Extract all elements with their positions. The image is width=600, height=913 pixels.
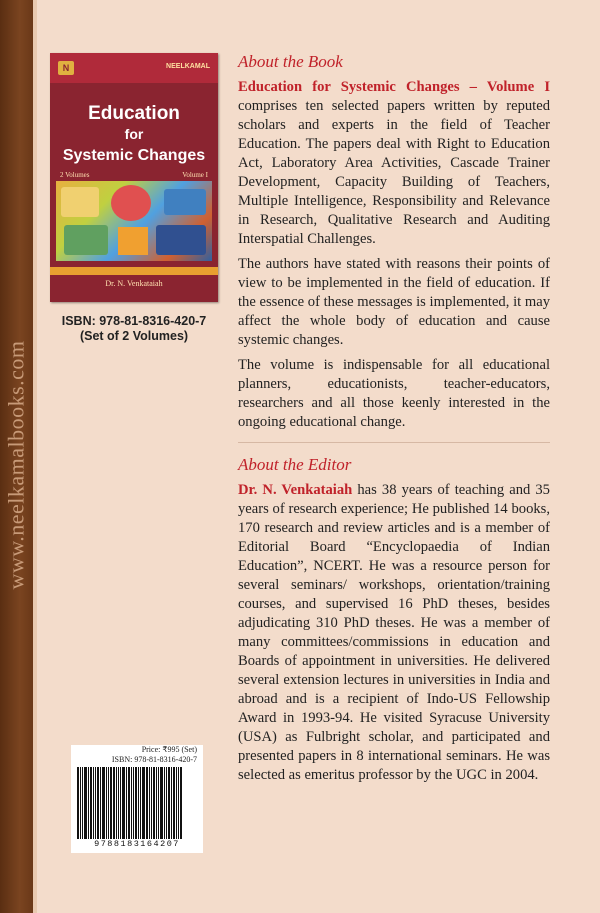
about-editor-bio (238, 481, 550, 785)
about-editor-bio-text: has 38 years of teaching and 35 years of research experience; He published 14 books, 170 research and review articles and is a member of Editorial Board “Encyclopaedia of Indian Education”, NCERT. He was a resource person for several seminars/ workshops, orientation/training courses, and supervised 16 PhD theses, besides adjudicating 310 PhD theses. He was a member of many committees/commissions in education and Boards of appointment in universities. He delivered several extension lectures in universities in India and abroad and is a recipient of Indo-US Fellowship Award in 1993-94. He visited Syracuse University (USA) as Fulbright scholar, and participated and presented papers in 8 international seminars. He was selected as emeritus professor by the UGC in 2004. (238, 482, 550, 783)
about-book-heading: About the Book (238, 52, 343, 71)
cover-volume-row (60, 171, 208, 179)
book-title: Education for Systemic Changes – Volume I (238, 79, 550, 95)
cover-title-line2: for (124, 126, 144, 142)
cover-strip (50, 267, 218, 275)
publisher-logo-icon: N (58, 61, 74, 75)
cover-thumbnail (50, 53, 218, 302)
editor-name: Dr. N. Venkataiah (238, 482, 353, 498)
back-cover-text (238, 52, 550, 791)
about-book-para1-text: comprises ten selected papers written by reputed scholars and experts in the field of Teacher Education. The papers deal with Right to Education Act, Laboratory Area Activities, Cascade Trainer Development, Capacity Building of Teachers, Multiple Intelligence, Responsibility and Relevance in Research, Qualitative Research and Auditing Interspatial Challenges. (238, 98, 550, 247)
barcode-bars (77, 767, 197, 839)
isbn-set-note: (Set of 2 Volumes) (79, 329, 189, 343)
about-book-para1 (238, 78, 550, 249)
cover-title-line3: Systemic Changes (62, 147, 206, 164)
isbn-text: ISBN: 978-81-8316-420-7 (61, 314, 207, 328)
cover-title (50, 103, 218, 166)
page-edge (33, 0, 37, 913)
cover-collage-image (56, 181, 212, 261)
cover-title-line1: Education (88, 103, 180, 124)
section-divider (238, 442, 550, 443)
barcode-isbn: ISBN: 978-81-8316-420-7 (111, 755, 197, 764)
about-editor-heading: About the Editor (238, 455, 352, 474)
spine-website-text: www.neelkamalbooks.com (4, 340, 30, 590)
barcode-price: Price: ₹995 (Set) (141, 745, 197, 754)
isbn-block (50, 314, 218, 344)
spine-website (2, 300, 32, 630)
about-book-para2: The authors have stated with reasons their points of view to be implemented in the field of education. If the essence of these messages is implemented, it may affect the whole body of education and cause systemic changes. (238, 256, 550, 348)
cover-author: Dr. N. Venkataiah (105, 279, 163, 288)
barcode-label (71, 745, 203, 853)
cover-volumes-label: 2 Volumes (60, 171, 90, 179)
cover-publisher: NEELKAMAL (166, 63, 210, 70)
barcode-number: 9788183164207 (94, 839, 180, 849)
cover-volume-label: Volume I (182, 171, 208, 179)
about-book-para3: The volume is indispensable for all educational planners, educationists, teacher-educators, researchers and all those keenly interested in the ongoing educational change. (238, 357, 550, 430)
